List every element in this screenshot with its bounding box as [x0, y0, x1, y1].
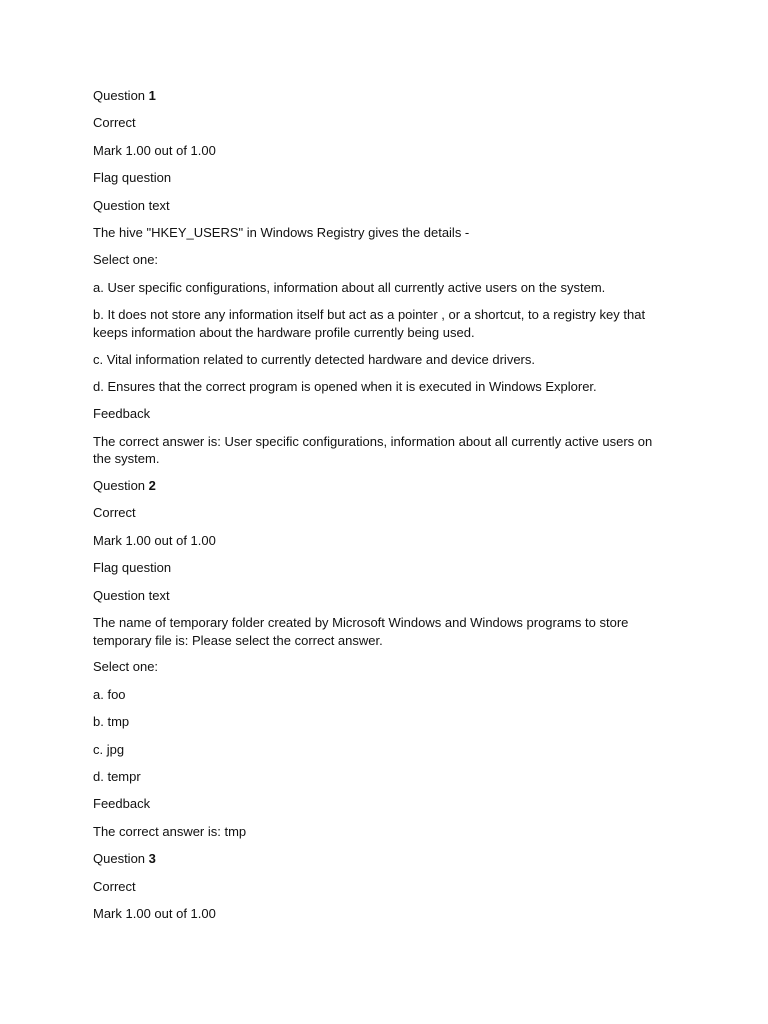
answer-option: d. tempr: [93, 768, 141, 784]
answer-option: b. It does not store any information itself but act as a pointer , or a shortcut, to a registry key that keeps information about the hardware profile currently being used.: [93, 307, 646, 340]
question-number: 2: [148, 478, 156, 494]
answer-option: a. User specific configurations, information about all currently active users on the system.: [93, 279, 606, 295]
question-mark: Mark 1.00 out of 1.00: [93, 142, 216, 158]
answer-option: d. Ensures that the correct program is opened when it is executed in Windows Explorer.: [93, 378, 597, 394]
question-text: The name of temporary folder created by Microsoft Windows and Windows programs to store temporary file is: Please select the correct answer.: [93, 615, 629, 648]
question-label: Question: [93, 88, 146, 103]
select-one-label: Select one:: [93, 252, 159, 268]
question-status: Correct: [93, 878, 136, 894]
question-text-heading: Question text: [93, 587, 170, 603]
answer-option: c. Vital information related to currently detected hardware and device drivers.: [93, 351, 535, 367]
feedback-heading: Feedback: [93, 406, 151, 422]
question-text: The hive "HKEY_USERS" in Windows Registry gives the details -: [93, 224, 470, 240]
answer-option: c. jpg: [93, 741, 125, 757]
flag-question: Flag question: [93, 560, 172, 576]
question-status: Correct: [93, 115, 136, 131]
question-label: Question: [93, 851, 146, 867]
question-number: 3: [148, 851, 156, 867]
question-heading: [93, 850, 668, 868]
question-heading: [93, 87, 668, 105]
question-text-heading: Question text: [93, 197, 170, 213]
question-number: 1: [148, 88, 156, 103]
feedback-text: The correct answer is: tmp: [93, 823, 247, 839]
question-label: Question: [93, 478, 146, 494]
feedback-text: The correct answer is: User specific configurations, information about all currently active users on the system.: [93, 433, 653, 467]
question-mark: Mark 1.00 out of 1.00: [93, 905, 216, 921]
select-one-label: Select one:: [93, 659, 159, 675]
question-status: Correct: [93, 505, 136, 521]
question-mark: Mark 1.00 out of 1.00: [93, 532, 216, 548]
document-page: [93, 87, 668, 923]
flag-question: Flag question: [93, 170, 172, 186]
answer-option: b. tmp: [93, 714, 130, 730]
answer-option: a. foo: [93, 686, 126, 702]
feedback-heading: Feedback: [93, 796, 151, 812]
question-heading: [93, 477, 668, 495]
